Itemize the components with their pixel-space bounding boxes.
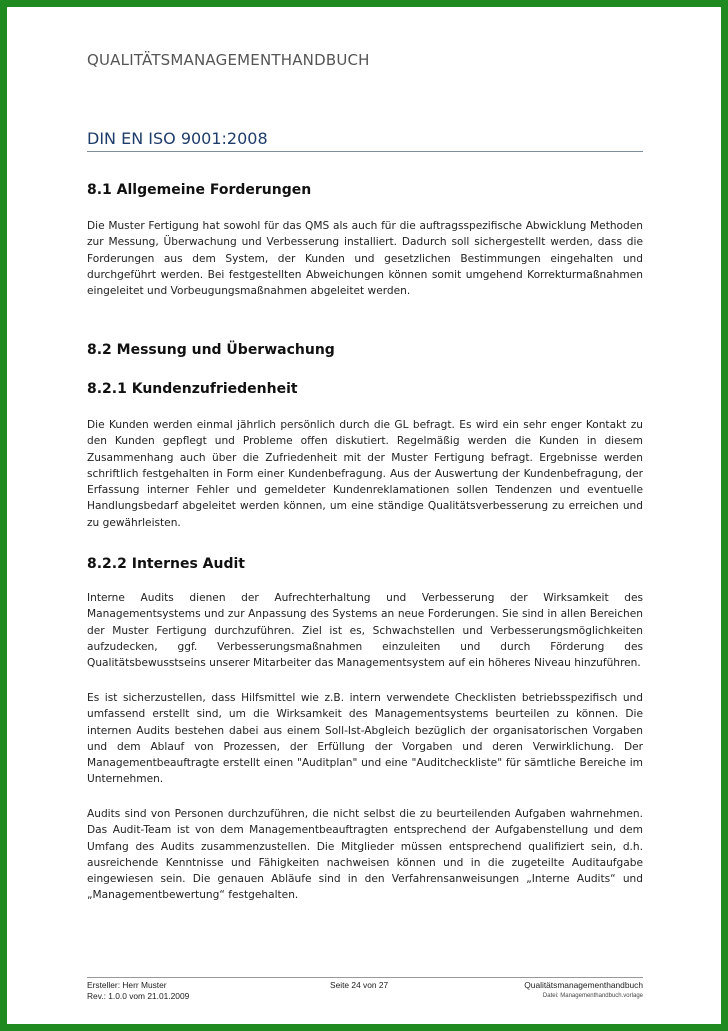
heading-8-2-2: 8.2.2 Internes Audit: [87, 556, 245, 572]
running-header: QUALITÄTSMANAGEMENTHANDBUCH: [87, 51, 370, 69]
paragraph-8-2-1: Die Kunden werden einmal jährlich persönlich durch die GL befragt. Es wird ein sehr enger Kontakt zu den Kunden gepflegt und Probleme offen diskutiert. Regelmäßig werden die Kunden in diesem Zusammenhang auch über die Zufriedenheit mit der Muster Fertigung befragt. Ergebnisse werden schriftlich festgehalten in Form einer Kundenbefragung. Aus der Auswertung der Kundenbefragung, der Erfassung interner Fehler und gemeldeter Kundenreklamationen sollen Tendenzen und eventuelle Handlungsbedarf abgeleitet werden können, um eine ständige Qualitätsverbesserung zu erreichen und zu gewährleisten.: [87, 419, 643, 529]
heading-8-1: 8.1 Allgemeine Forderungen: [87, 182, 312, 198]
document-title: DIN EN ISO 9001:2008: [87, 129, 643, 152]
footer-author: Ersteller: Herr Muster: [87, 980, 167, 990]
paragraph-8-2-2-b: Es ist sicherzustellen, dass Hilfsmittel wie z.B. intern verwendete Checklisten betriebsspezifisch und umfassend erstellt sind, um die Wirksamkeit des Managementsystems beurteilen zu können. Die internen Audits bestehen dabei aus einem Soll-Ist-Abgleich bezüglich der organisatorischen Vorgaben und dem Ablauf von Prozessen, der Erfüllung der Vorgaben und deren Verwirklichung. Der Managementbeauftragte erstellt einen "Auditplan" und eine "Auditcheckliste" für sämtliche Bereiche im Unternehmen.: [87, 692, 643, 786]
footer-page-number: Seite 24 von 27: [330, 980, 389, 990]
paragraph-8-2-2-c: Audits sind von Personen durchzuführen, die nicht selbst die zu beurteilenden Aufgaben wahrnehmen. Das Audit-Team ist von dem Managementbeauftragten entsprechend der Aufgabenstellung und dem Umfang des Audits zusammenzustellen. Die Mitglieder müssen entsprechend qualifiziert sein, d.h. ausreichende Kenntnisse und Fähigkeiten nachweisen können und in die zugeteilte Auditaufgabe eingewiesen sein. Die genauen Abläufe sind in den Verfahrensanweisungen „Interne Audits“ und „Managementbewertung“ festgehalten.: [87, 808, 643, 902]
footer-divider: [87, 977, 643, 978]
paragraph-8-2-2-a: Interne Audits dienen der Aufrechterhaltung und Verbesserung der Wirksamkeit des Managementsystems und zur Anpassung des Systems an neue Forderungen. Sie sind in allen Bereichen der Muster Fertigung durchzuführen. Ziel ist es, Schwachstellen und Verbesserungsmöglichkeiten aufzudecken, ggf. Verbesserungsmaßnahmen einzuleiten und durch Förderung des Qualitätsbewusstseins unserer Mitarbeiter das Managementsystem auf ein höheres Niveau hinzuführen.: [87, 592, 643, 670]
footer-revision: Rev.: 1.0.0 vom 21.01.2009: [87, 991, 190, 1001]
footer-file-name: Datei: Managementhandbuch.vorlage: [542, 993, 643, 999]
footer-document-name: Qualitätsmanagementhandbuch: [524, 980, 643, 990]
heading-8-2-1: 8.2.1 Kundenzufriedenheit: [87, 381, 298, 397]
heading-8-2: 8.2 Messung und Überwachung: [87, 342, 335, 358]
paragraph-8-1: Die Muster Fertigung hat sowohl für das QMS als auch für die auftragsspezifische Abwicklung Methoden zur Messung, Überwachung und Verbesserung installiert. Dadurch soll sichergestellt werden, dass die Forderungen aus dem System, der Kunden und gesetzlichen Bestimmungen eingehalten und durchgeführt werden. Bei festgestellten Abweichungen können somit umgehend Korrekturmaßnahmen eingeleitet und Vorbeugungsmaßnahmen abgeleitet werden.: [87, 220, 643, 298]
